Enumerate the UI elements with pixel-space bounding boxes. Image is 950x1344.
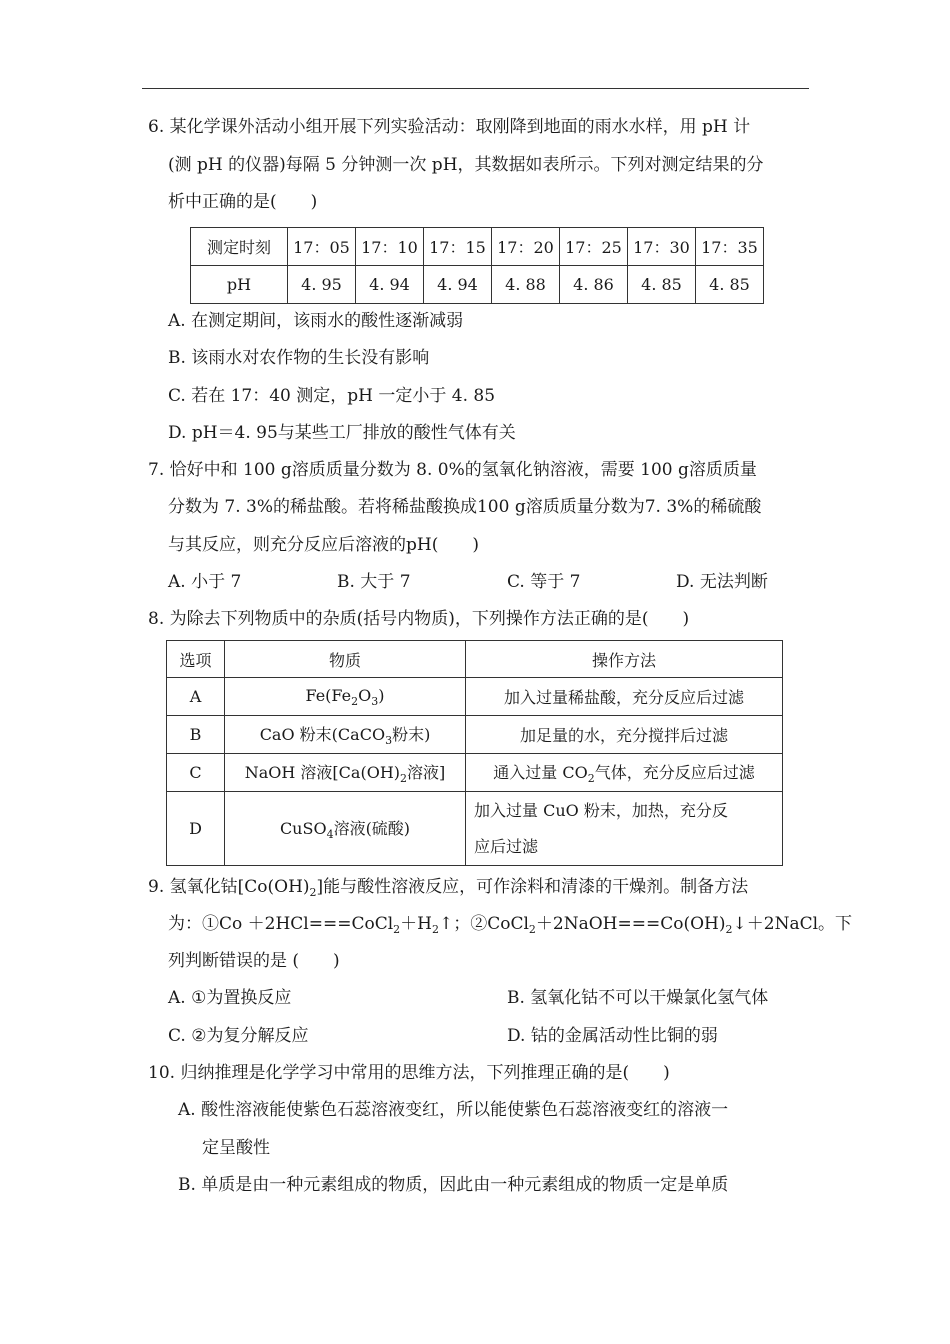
q9-text: ]能与酸性溶液反应，可作涂料和清漆的干燥剂。制备方法 xyxy=(316,877,749,897)
q6-option-a: A. 在测定期间，该雨水的酸性逐渐减弱 xyxy=(168,311,464,331)
q10-option-b: B. 单质是由一种元素组成的物质，因此由一种元素组成的物质一定是单质 xyxy=(178,1175,729,1195)
header-rule xyxy=(142,88,809,89)
q9-text: 为：①Co ＋2HCl===CoCl xyxy=(168,914,394,934)
q6-option-c: C. 若在 17：40 测定，pH 一定小于 4. 85 xyxy=(168,386,496,406)
ph-table-cell: 17：15 xyxy=(424,228,492,266)
substance-text: O xyxy=(358,685,372,705)
method-line: 加入过量 CuO 粉末，加热，充分反 xyxy=(474,800,728,820)
q8-line1: 8. 为除去下列物质中的杂质(括号内物质)，下列操作方法正确的是( ) xyxy=(148,609,690,629)
impurity-row-c xyxy=(167,754,783,792)
impurity-option-cell: A xyxy=(167,678,225,716)
q10-line1: 10. 归纳推理是化学学习中常用的思维方法，下列推理正确的是( ) xyxy=(148,1063,670,1083)
impurity-substance-cell xyxy=(225,678,466,716)
substance-text: CuSO xyxy=(279,819,327,838)
q9-line2 xyxy=(168,912,852,942)
subscript: 2 xyxy=(725,923,733,936)
q9-option-a: A. ①为置换反应 xyxy=(168,988,292,1008)
impurity-method-cell xyxy=(466,754,783,792)
ph-table-cell: 4. 88 xyxy=(492,266,560,304)
q6-line3: 析中正确的是( ) xyxy=(168,192,318,212)
impurity-method-cell xyxy=(466,792,783,866)
subscript: 2 xyxy=(587,772,595,785)
ph-table-cell: 17：30 xyxy=(628,228,696,266)
subscript: 2 xyxy=(351,694,359,708)
q9-text: ↑；②CoCl xyxy=(438,914,529,934)
q9-text: ↓＋2NaCl。下 xyxy=(732,914,853,934)
q7-option-c: C. 等于 7 xyxy=(507,572,581,592)
ph-table xyxy=(190,227,764,304)
subscript: 2 xyxy=(528,923,536,936)
q7-line3: 与其反应，则充分反应后溶液的pH( ) xyxy=(168,535,479,555)
ph-table-cell: 4. 85 xyxy=(628,266,696,304)
substance-text: 溶液] xyxy=(407,763,446,782)
q9-text: 9. 氢氧化钴[Co(OH) xyxy=(148,877,310,897)
ph-table-cell: 4. 86 xyxy=(560,266,628,304)
impurity-option-cell: C xyxy=(167,754,225,792)
subscript: 4 xyxy=(326,828,334,841)
q9-option-c: C. ②为复分解反应 xyxy=(168,1026,309,1046)
substance-text: 溶液(硫酸) xyxy=(333,819,411,838)
impurity-substance-cell xyxy=(225,716,466,754)
method-line: 应后过滤 xyxy=(474,836,539,856)
ph-table-cell: 17：20 xyxy=(492,228,560,266)
q7-option-b: B. 大于 7 xyxy=(337,572,411,592)
impurity-substance-cell xyxy=(225,754,466,792)
impurity-table xyxy=(166,640,783,866)
subscript: 2 xyxy=(309,886,317,899)
subscript: 2 xyxy=(393,923,401,936)
impurity-option-cell: D xyxy=(167,792,225,866)
q9-text: ＋H xyxy=(400,914,432,934)
ph-table-cell: 4. 95 xyxy=(288,266,356,304)
ph-table-cell: pH xyxy=(191,266,288,304)
q6-line2: (测 pH 的仪器)每隔 5 分钟测一次 pH，其数据如表所示。下列对测定结果的分 xyxy=(168,155,764,175)
q9-option-b: B. 氢氧化钴不可以干燥氯化氢气体 xyxy=(507,988,769,1008)
method-text: 通入过量 CO xyxy=(493,763,588,782)
impurity-header-cell: 操作方法 xyxy=(466,641,783,678)
ph-table-cell: 17：05 xyxy=(288,228,356,266)
q9-option-d: D. 钴的金属活动性比铜的弱 xyxy=(507,1026,718,1046)
subscript: 3 xyxy=(371,694,379,708)
ph-table-cell: 4. 94 xyxy=(424,266,492,304)
impurity-method-cell: 加入过量稀盐酸，充分反应后过滤 xyxy=(466,678,783,716)
q10-option-a-line2: 定呈酸性 xyxy=(202,1138,270,1158)
q7-line1: 7. 恰好中和 100 g溶质质量分数为 8. 0%的氢氧化钠溶液，需要 100 g溶质质量 xyxy=(148,460,757,480)
substance-text: NaOH 溶液[Ca(OH) xyxy=(244,763,401,782)
impurity-option-cell: B xyxy=(167,716,225,754)
impurity-row-b xyxy=(167,716,783,754)
ph-table-cell: 4. 94 xyxy=(356,266,424,304)
subscript: 3 xyxy=(385,734,393,747)
impurity-header-cell: 选项 xyxy=(167,641,225,678)
q6-option-d: D. pH＝4. 95与某些工厂排放的酸性气体有关 xyxy=(168,423,516,443)
substance-text: 粉末) xyxy=(392,725,431,744)
q9-line3: 列判断错误的是 ( ) xyxy=(168,951,340,971)
substance-text: CaO 粉末(CaCO xyxy=(259,725,386,744)
impurity-substance-cell xyxy=(225,792,466,866)
q10-option-a-line1: A. 酸性溶液能使紫色石蕊溶液变红，所以能使紫色石蕊溶液变红的溶液一 xyxy=(178,1100,729,1120)
impurity-row-a xyxy=(167,678,783,716)
ph-table-cell: 17：10 xyxy=(356,228,424,266)
impurity-method-cell: 加足量的水，充分搅拌后过滤 xyxy=(466,716,783,754)
subscript: 2 xyxy=(400,772,408,785)
q7-option-a: A. 小于 7 xyxy=(168,572,242,592)
subscript: 2 xyxy=(431,923,439,936)
ph-table-cell: 17：35 xyxy=(696,228,764,266)
ph-table-cell: 测定时刻 xyxy=(191,228,288,266)
impurity-header-cell: 物质 xyxy=(225,641,466,678)
q6-option-b: B. 该雨水对农作物的生长没有影响 xyxy=(168,348,430,368)
q9-line1 xyxy=(148,875,748,905)
substance-text: Fe(Fe xyxy=(305,685,352,705)
method-text: 气体，充分反应后过滤 xyxy=(594,763,755,782)
substance-text: ) xyxy=(378,685,385,705)
q7-option-d: D. 无法判断 xyxy=(676,572,768,592)
ph-table-cell: 17：25 xyxy=(560,228,628,266)
impurity-table-header xyxy=(167,641,783,678)
q6-line1: 6. 某化学课外活动小组开展下列实验活动：取刚降到地面的雨水水样，用 pH 计 xyxy=(148,117,751,137)
q9-text: ＋2NaOH===Co(OH) xyxy=(535,914,726,934)
ph-table-cell: 4. 85 xyxy=(696,266,764,304)
ph-table-row-time xyxy=(191,228,764,266)
ph-table-row-ph xyxy=(191,266,764,304)
impurity-row-d xyxy=(167,792,783,866)
q7-line2: 分数为 7. 3%的稀盐酸。若将稀盐酸换成100 g溶质质量分数为7. 3%的稀硫酸 xyxy=(168,497,762,517)
